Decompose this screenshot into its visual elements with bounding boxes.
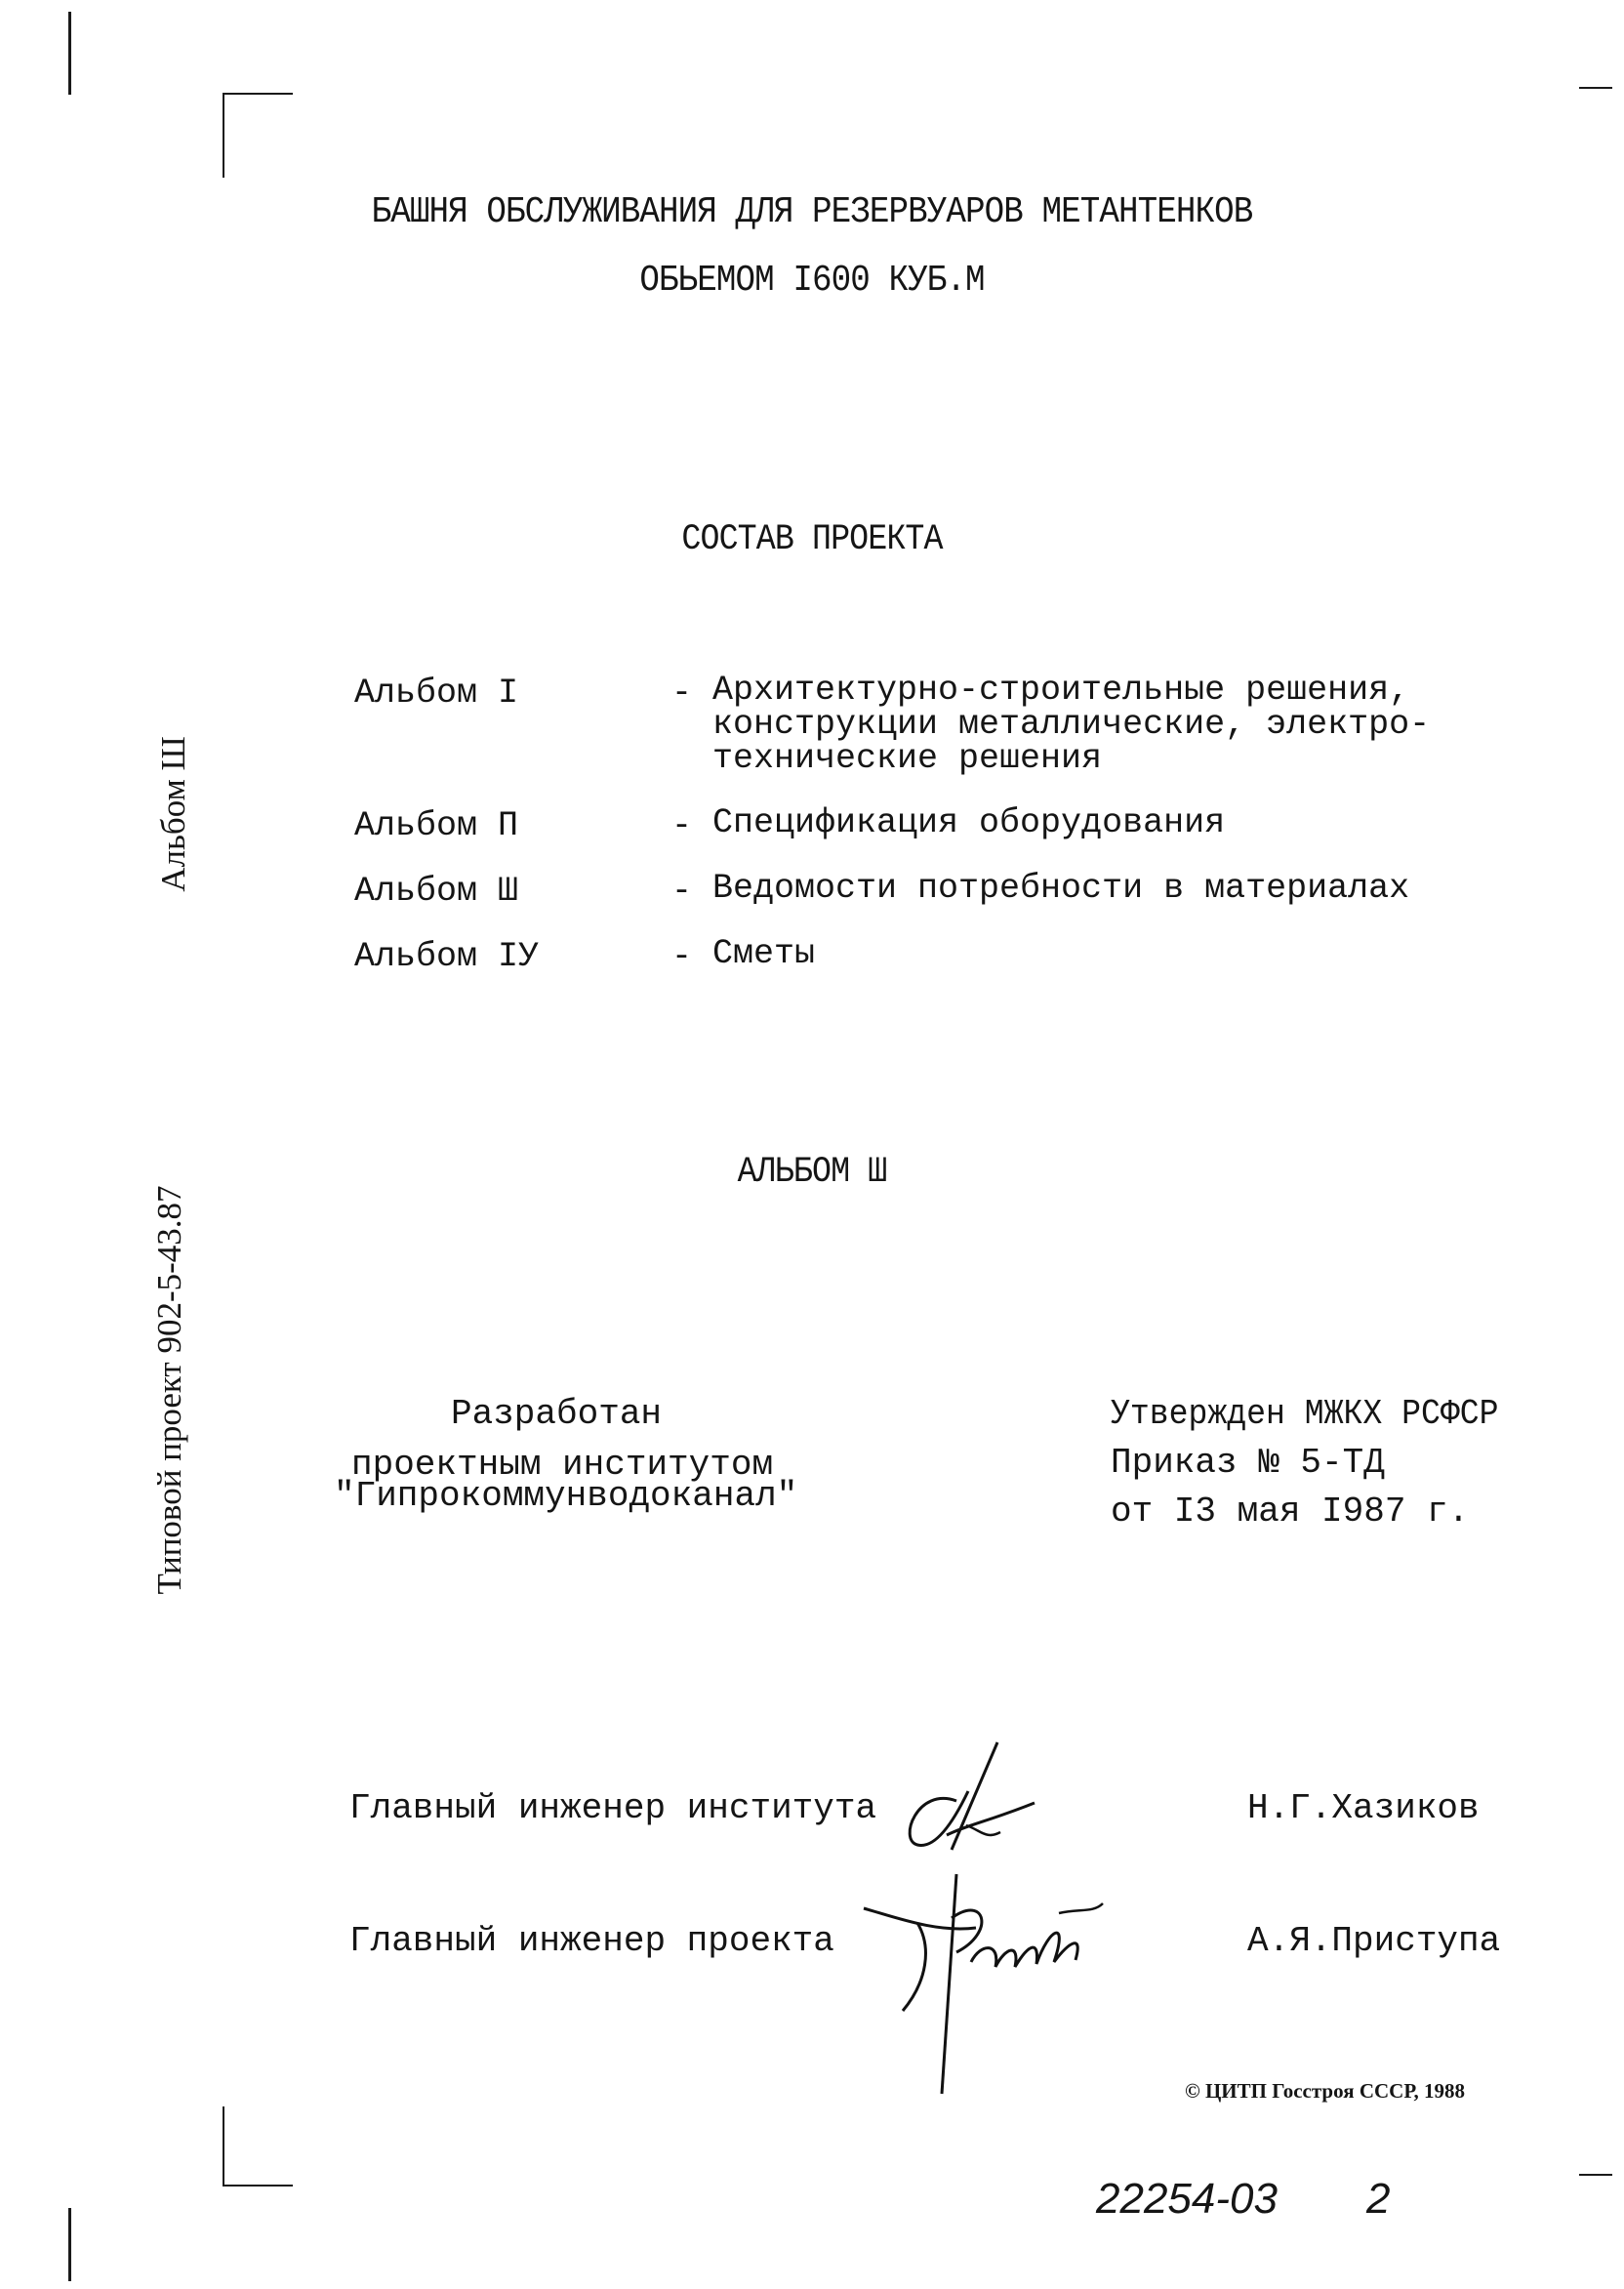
side-label-project: Типовой проект 902-5-43.87 bbox=[150, 1185, 188, 1595]
album-dash: - bbox=[671, 806, 693, 845]
signature-name: Н.Г.Хазиков bbox=[1247, 1788, 1480, 1828]
album-description bbox=[712, 671, 1493, 778]
album-label: Альбом IУ bbox=[354, 937, 540, 976]
signature-name: А.Я.Приступа bbox=[1247, 1921, 1501, 1961]
developed-line-3: "Гипрокоммунводоканал" bbox=[334, 1476, 798, 1516]
title-line-2: ОБЬЕМОМ I600 КУБ.М bbox=[639, 260, 985, 302]
album-description: Спецификация оборудования bbox=[712, 803, 1226, 842]
developed-line-1: Разработан bbox=[451, 1394, 663, 1434]
album-dash: - bbox=[671, 937, 693, 976]
left-margin-mark-top bbox=[68, 12, 71, 95]
left-margin-mark-bottom bbox=[68, 2208, 71, 2281]
signature-role: Главный инженер института bbox=[349, 1788, 877, 1828]
right-margin-mark-top bbox=[1579, 87, 1612, 89]
developed-line-2: проектным институтом bbox=[351, 1445, 774, 1485]
album-label: Альбом I bbox=[354, 674, 519, 713]
album-dash: - bbox=[671, 872, 693, 911]
album-dash: - bbox=[671, 674, 693, 713]
album-description-line: конструкции металлические, электро- bbox=[712, 705, 1431, 744]
copyright-notice: © ЦИТП Госстроя СССР, 1988 bbox=[1185, 2079, 1466, 2103]
title-line-1: БАШНЯ ОБСЛУЖИВАНИЯ ДЛЯ РЕЗЕРВУАРОВ МЕТАНТЕНКОВ bbox=[371, 191, 1253, 233]
approved-line-1: Утвержден МЖКХ РСФСР bbox=[1111, 1394, 1499, 1434]
album-description: Ведомости потребности в материалах bbox=[712, 869, 1410, 908]
composition-heading: СОСТАВ ПРОЕКТА bbox=[681, 519, 943, 560]
album-label: Альбом П bbox=[354, 806, 519, 845]
current-album-heading: АЛЬБОМ Ш bbox=[737, 1152, 887, 1193]
signature-role: Главный инженер проекта bbox=[349, 1921, 834, 1961]
album-description: Сметы bbox=[712, 934, 816, 973]
album-description-line: технические решения bbox=[712, 739, 1103, 778]
approved-line-3: от I3 мая I987 г. bbox=[1111, 1492, 1470, 1532]
corner-bracket-bottom-left bbox=[223, 2106, 293, 2187]
handwritten-signature bbox=[898, 1733, 1054, 1869]
approved-line-2: Приказ № 5-ТД bbox=[1111, 1443, 1385, 1483]
album-label: Альбом Ш bbox=[354, 872, 519, 911]
corner-bracket-top-left bbox=[223, 93, 293, 178]
album-description-line: Архитектурно-строительные решения, bbox=[712, 671, 1410, 710]
right-margin-mark-bottom bbox=[1579, 2174, 1612, 2176]
side-label-album: Альбом Ш bbox=[154, 736, 192, 892]
handwritten-signature bbox=[859, 1874, 1113, 2099]
page-number: 2 bbox=[1366, 2175, 1391, 2223]
document-number: 22254-03 bbox=[1096, 2175, 1278, 2223]
